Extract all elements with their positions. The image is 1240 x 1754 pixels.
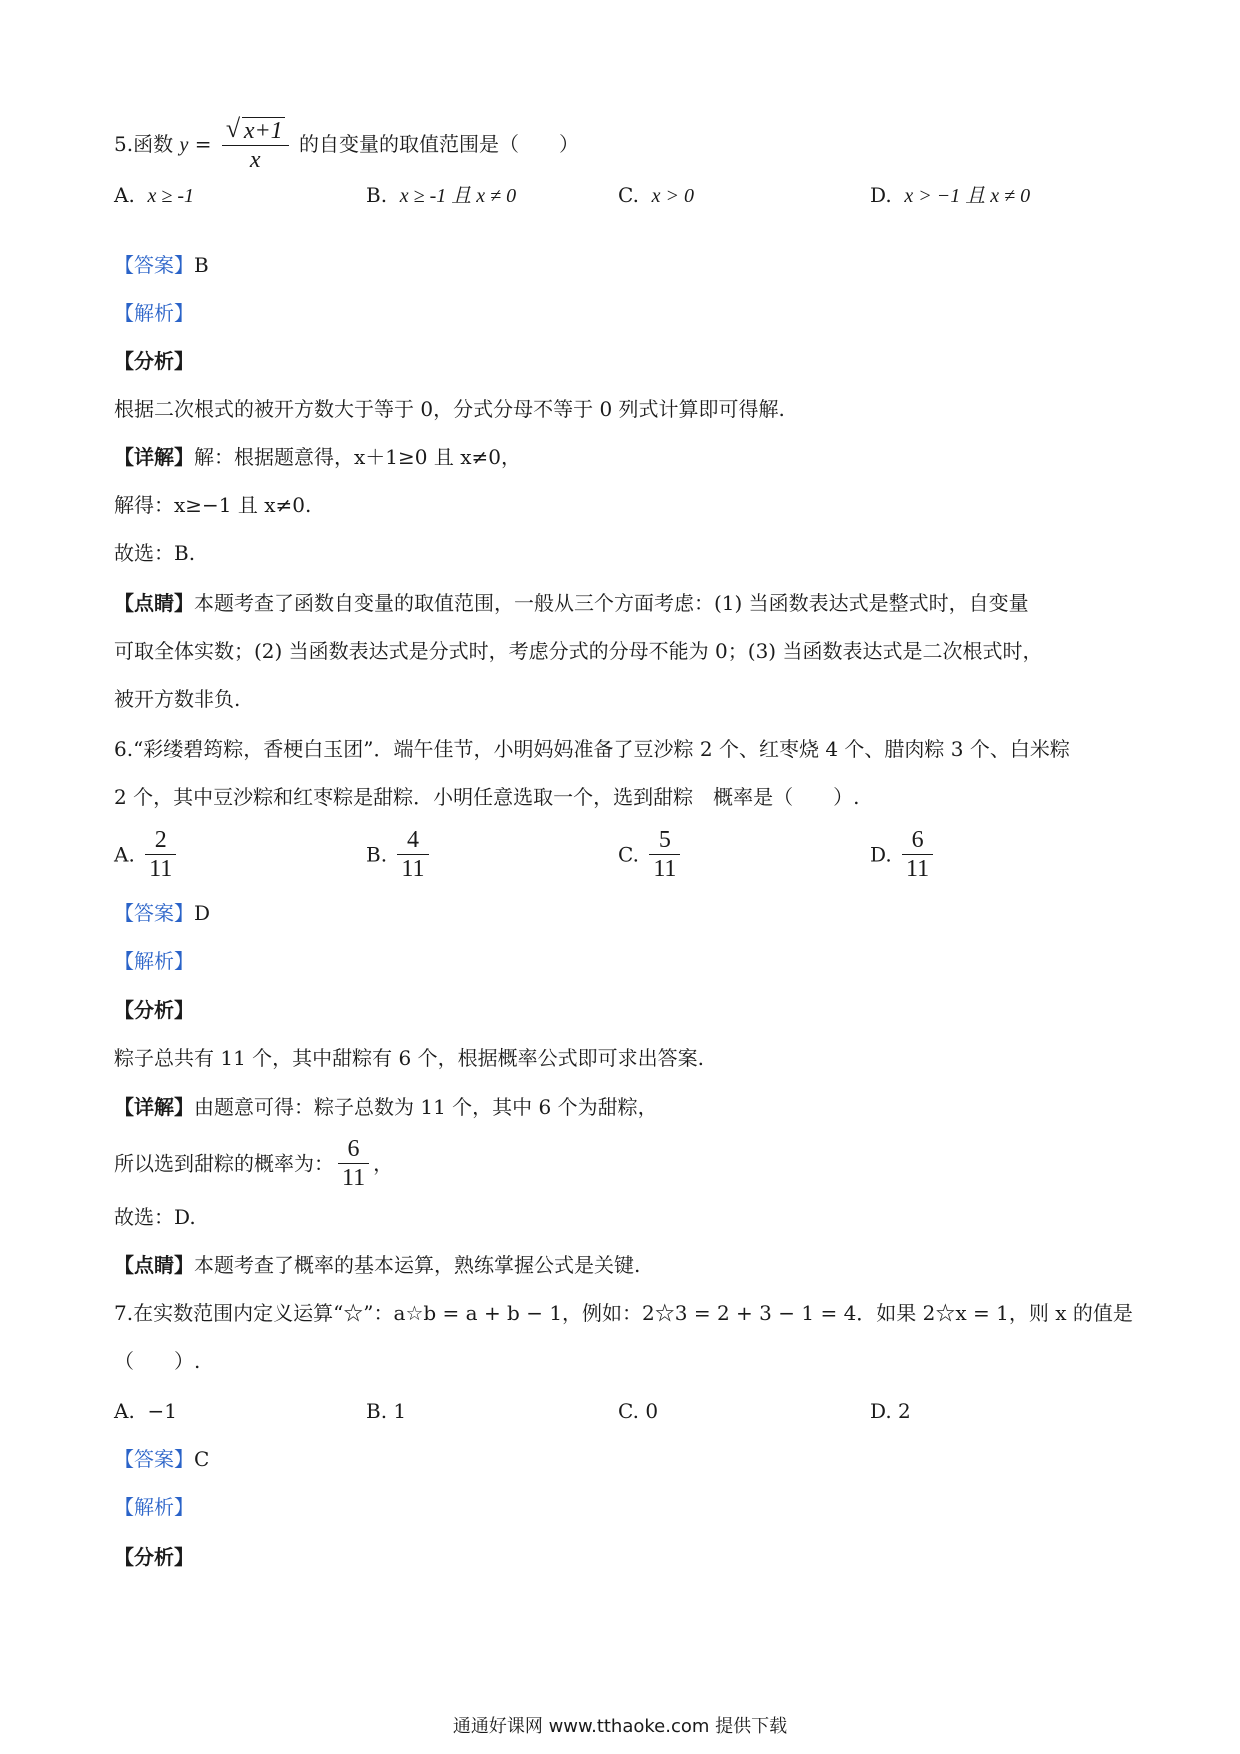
q5-y: y (179, 134, 189, 156)
q5-fraction (222, 114, 289, 174)
q7-option-b: B. 1 (366, 1399, 407, 1423)
q6-fenxi: 粽子总共有 11 个，其中甜粽有 6 个，根据概率公式即可求出答案. (114, 1046, 704, 1070)
q7-option-c: C. 0 (618, 1399, 659, 1423)
q6-option-a: A. $\frac{2}{11}$ (114, 826, 180, 883)
q5-fenxi: 根据二次根式的被开方数大于等于 0，分式分母不等于 0 列式计算即可得解. (114, 397, 785, 421)
q6-dianjing: 【点睛】本题考查了概率的基本运算，熟练掌握公式是关键. (114, 1253, 641, 1277)
q5-option-d: D. x > −1 且 x ≠ 0 (870, 183, 1031, 207)
q5-numerator: x+1 (243, 118, 283, 144)
q5-option-c: C. x > 0 (618, 183, 695, 207)
q6-answer: 【答案】D (114, 901, 211, 925)
q5-dianjing-3: 被开方数非负. (114, 687, 241, 711)
q6-option-b: B. $\frac{4}{11}$ (366, 826, 433, 883)
q5-answer: 【答案】B (114, 253, 209, 277)
q5-stem (114, 114, 580, 174)
q5-solve: 解得：x≥−1 且 x≠0. (114, 493, 312, 517)
q5-fenxi-tag: 【分析】 (114, 349, 194, 373)
q7-fenxi-tag: 【分析】 (114, 1545, 194, 1569)
q5-option-a: A. x ≥ -1 (114, 183, 195, 207)
sqrt-icon: √ (225, 114, 241, 143)
q7-answer: 【答案】C (114, 1447, 210, 1471)
q5-jiexi: 【解析】 (114, 301, 194, 325)
q6-stem-1: 6.“彩缕碧筠粽，香梗白玉团”．端午佳节，小明妈妈准备了豆沙粽 2 个、红枣烧 4 个、腊肉粽 3 个、白米粽 (114, 737, 1070, 761)
page-footer: 通通好课网 www.tthaoke.com 提供下载 (452, 1716, 788, 1737)
q6-option-d: D. $\frac{6}{11}$ (870, 826, 937, 883)
q7-stem-2: （ ）. (114, 1349, 201, 1373)
q7-jiexi: 【解析】 (114, 1495, 194, 1519)
q6-jiexi: 【解析】 (114, 949, 194, 973)
q5-denominator: x (249, 147, 261, 173)
q5-choose: 故选：B. (114, 541, 196, 565)
q7-option-a: A. −1 (114, 1399, 178, 1423)
q5-suffix: 的自变量的取值范围是（ ） (299, 132, 580, 156)
q6-fenxi-tag: 【分析】 (114, 998, 194, 1022)
q5-option-b: B. x ≥ -1 且 x ≠ 0 (366, 183, 517, 207)
q6-option-c: C. $\frac{5}{11}$ (618, 826, 684, 883)
q5-prefix: 5.函数 (114, 132, 174, 156)
q6-probability: 所以选到甜粽的概率为： $\frac{6}{11}$ ， (114, 1136, 394, 1191)
q7-option-d: D. 2 (870, 1399, 911, 1423)
q7-stem-1: 7.在实数范围内定义运算“☆”：a☆b = a + b − 1，例如：2☆3 = 2 + 3 − 1 = 4．如果 2☆x = 1，则 x 的值是 (114, 1301, 1133, 1325)
q5-xiangjie: 【详解】解：根据题意得，x＋1≥0 且 x≠0， (114, 445, 521, 469)
q5-dianjing-2: 可取全体实数；(2) 当函数表达式是分式时，考虑分式的分母不能为 0；(3) 当函数表达式是二次根式时， (114, 639, 1043, 663)
q5-dianjing-1: 【点睛】本题考查了函数自变量的取值范围，一般从三个方面考虑：(1) 当函数表达式是整式时，自变量 (114, 591, 1029, 615)
q6-xiangjie: 【详解】由题意可得：粽子总数为 11 个，其中 6 个为甜粽， (114, 1095, 658, 1119)
q6-stem-2: 2 个，其中豆沙粽和红枣粽是甜粽．小明任意选取一个，选到甜粽 概率是（ ）. (114, 785, 860, 809)
q6-choose: 故选：D. (114, 1205, 196, 1229)
q5-eq: = (188, 132, 218, 156)
